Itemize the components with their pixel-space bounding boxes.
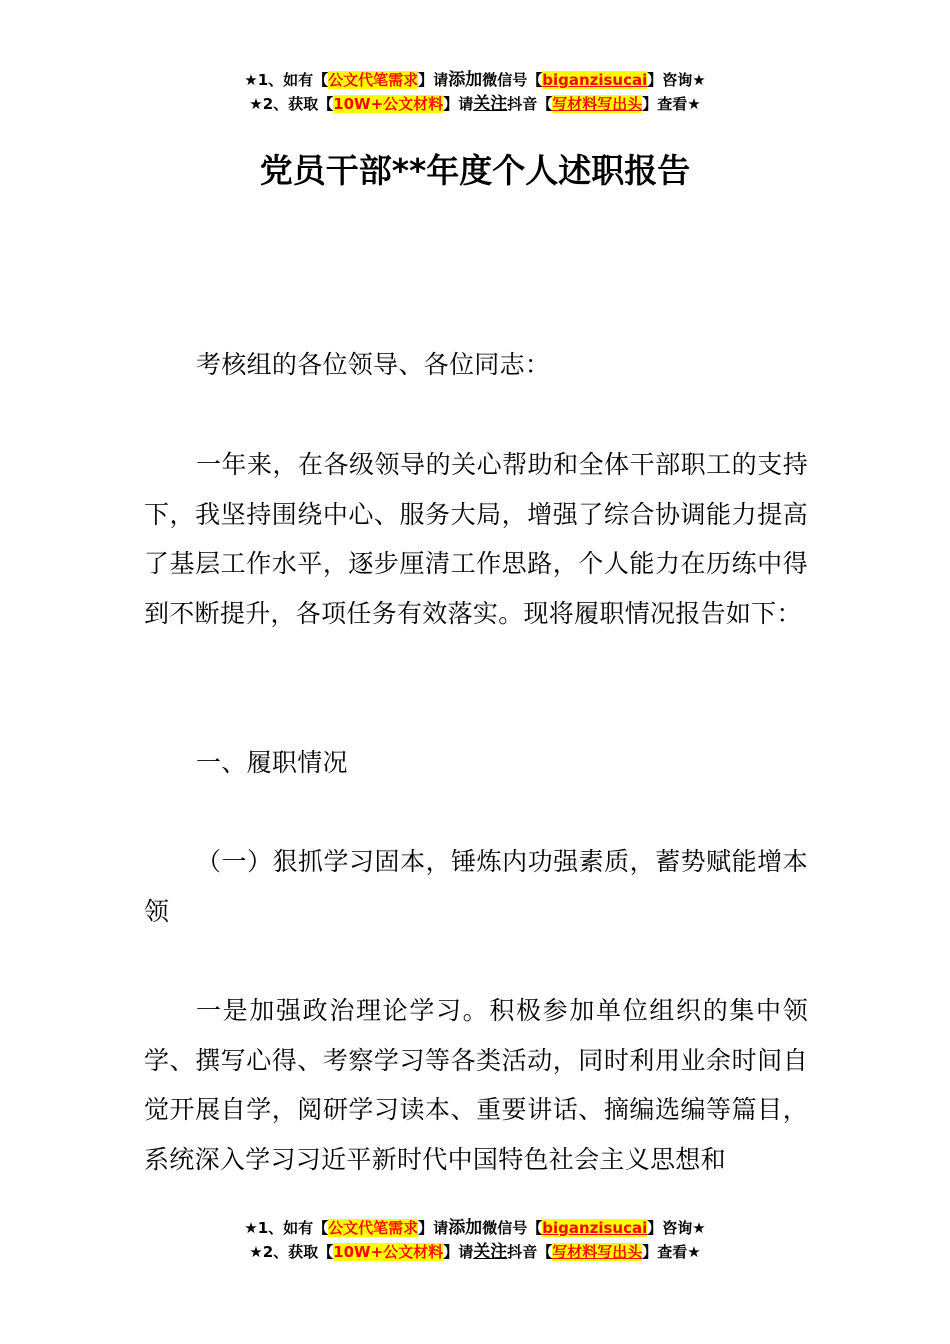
banner-line-1: ★1、如有【公文代笔需求】请添加微信号【biganzisucai】咨询★ bbox=[244, 1218, 706, 1238]
wechat-id-link[interactable]: biganzisucai bbox=[542, 71, 648, 89]
banner-line-2: ★2、获取【10W+公文材料】请关注抖音【写材料写出头】查看★ bbox=[249, 1242, 701, 1262]
douyin-account-link[interactable]: 写材料写出头 bbox=[552, 1243, 643, 1261]
document-title: 党员干部**年度个人述职报告 bbox=[259, 151, 691, 190]
materials-highlight: 10W+公文材料 bbox=[333, 95, 444, 113]
section-heading: 一、履职情况 bbox=[196, 748, 348, 777]
intro-paragraph: 一年来，在各级领导的关心帮助和全体干部职工的支持下，我坚持围绕中心、服务大局，增强了综合协调能力提高了基层工作水平，逐步厘清工作思路，个人能力在历练中得到不断提升，各项任务有效落实。现将履职情况报告如下： bbox=[144, 450, 808, 628]
ghostwriting-highlight: 公文代笔需求 bbox=[328, 71, 419, 89]
banner-line-2: ★2、获取【10W+公文材料】请关注抖音【写材料写出头】查看★ bbox=[249, 94, 701, 114]
footer-banner bbox=[0, 1216, 950, 1264]
point-paragraph: 一是加强政治理论学习。积极参加单位组织的集中领学、撰写心得、考察学习等各类活动，同时利用业余时间自觉开展自学，阅研学习读本、重要讲话、摘编选编等篇目，系统深入学习习近平新时代中国特色社会主义思想和 bbox=[144, 996, 808, 1174]
salutation: 考核组的各位领导、各位同志： bbox=[196, 350, 551, 379]
ghostwriting-highlight: 公文代笔需求 bbox=[328, 1219, 419, 1237]
subsection-heading: （一）狠抓学习固本，锤炼内功强素质，蓄势赋能增本领 bbox=[144, 847, 808, 926]
header-banner bbox=[0, 68, 950, 116]
wechat-id-link[interactable]: biganzisucai bbox=[542, 1219, 648, 1237]
materials-highlight: 10W+公文材料 bbox=[333, 1243, 444, 1261]
douyin-account-link[interactable]: 写材料写出头 bbox=[552, 95, 643, 113]
banner-line-1: ★1、如有【公文代笔需求】请添加微信号【biganzisucai】咨询★ bbox=[244, 70, 706, 90]
